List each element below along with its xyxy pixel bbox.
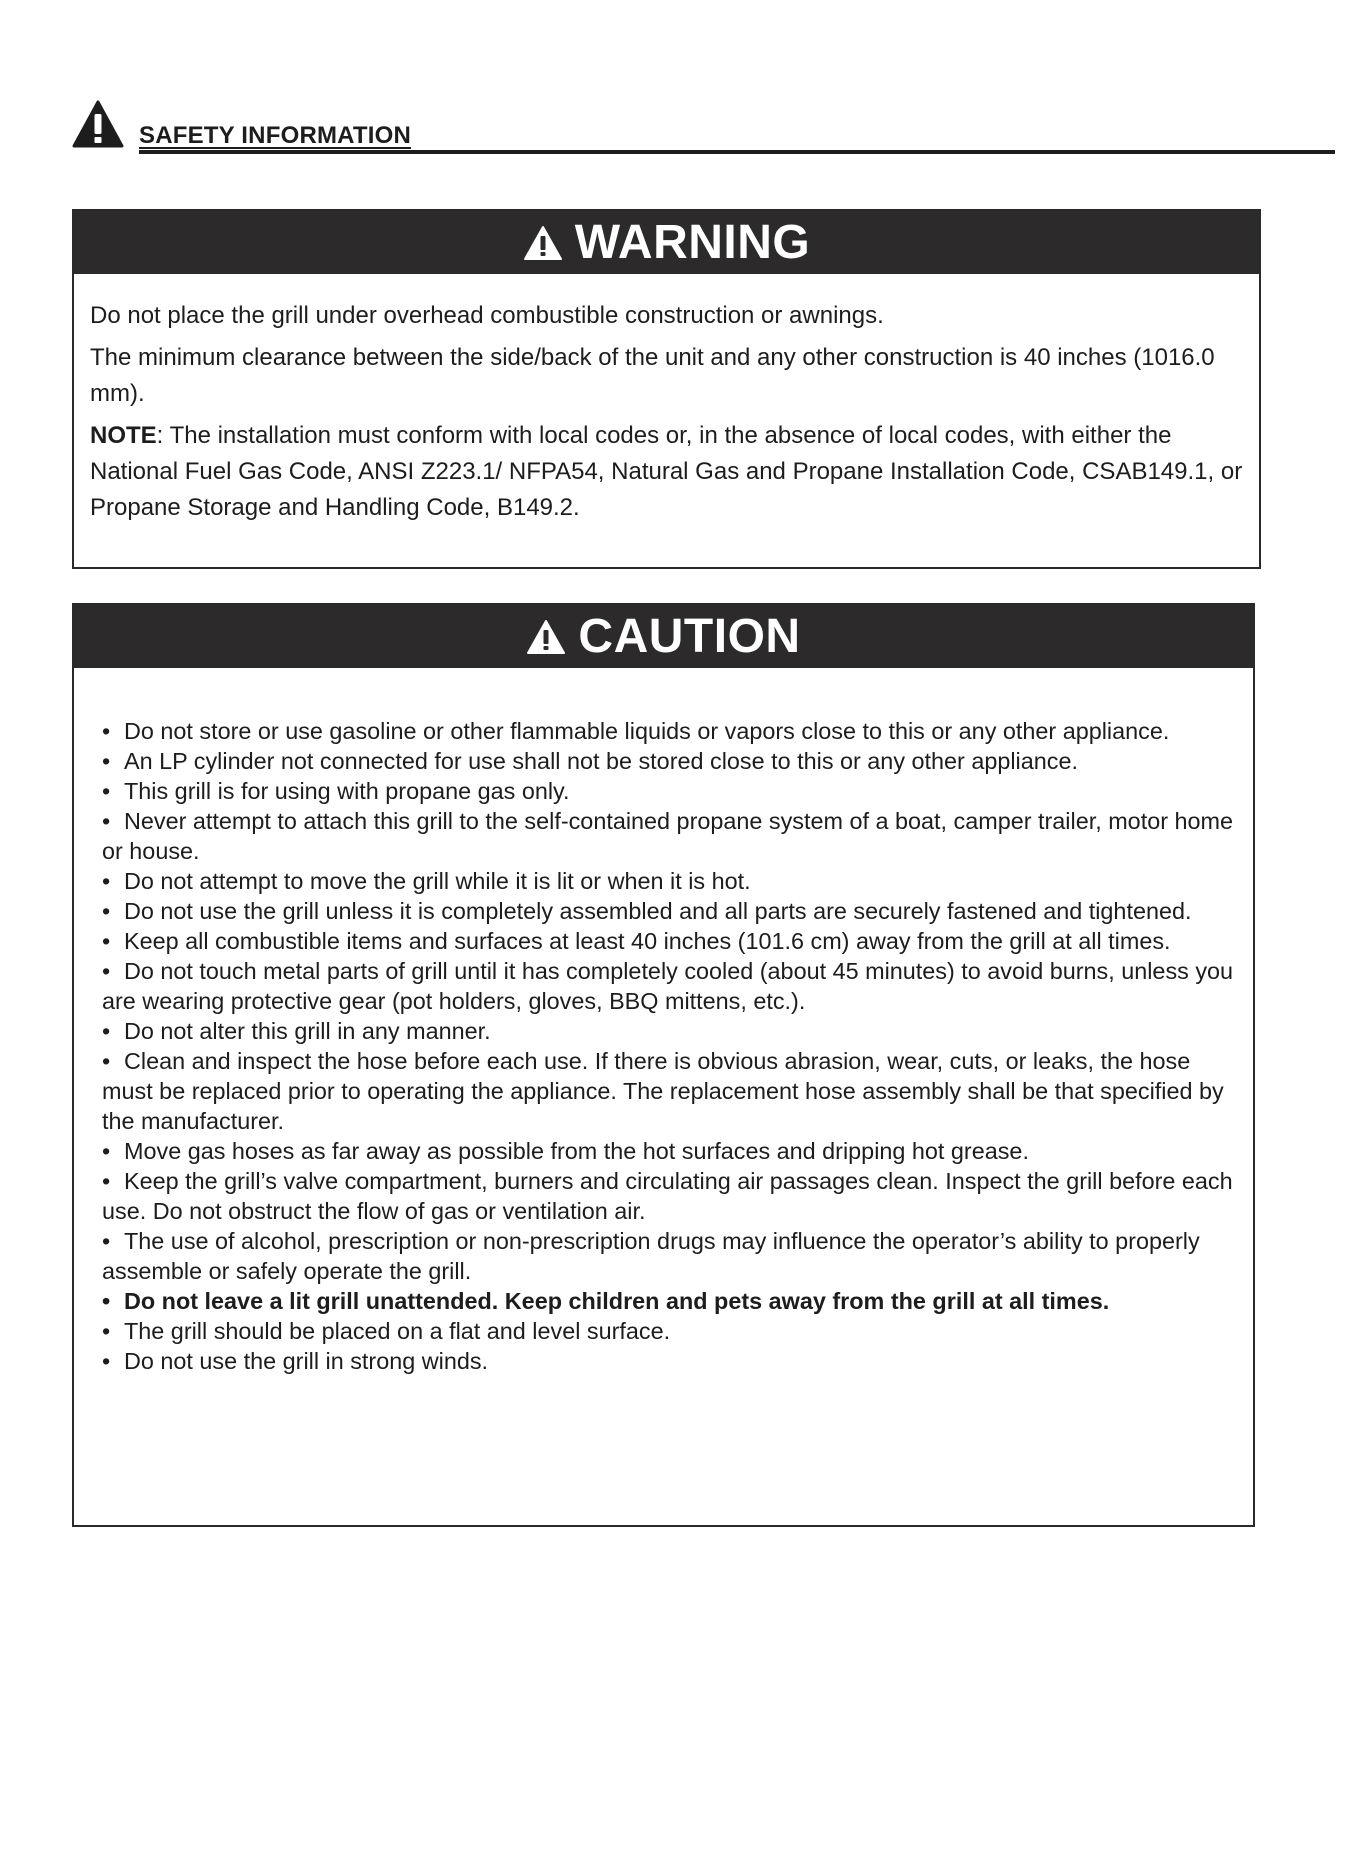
section-title: SAFETY INFORMATION xyxy=(139,122,412,149)
caution-item xyxy=(102,1016,1241,1046)
bullet: • xyxy=(102,1168,111,1194)
caution-item xyxy=(102,1046,1241,1136)
caution-item xyxy=(102,806,1241,866)
note-text: : The installation must conform with local codes or, in the absence of local codes, with either the National Fuel Gas Code, ANSI Z223.1/ NFPA54, Natural Gas and Propane Installation Code, CSAB149.1, or Propane Storage and Handling Code, B149.2. xyxy=(90,422,1243,521)
caution-item-text: Clean and inspect the hose before each use. If there is obvious abrasion, wear, cuts, or leaks, the hose must be replaced prior to operating the appliance. The replacement hose assembly shall be that specified by the manufacturer. xyxy=(102,1048,1224,1134)
warning-body xyxy=(74,274,1259,526)
caution-item-text: Move gas hoses as far away as possible from the hot surfaces and dripping hot grease. xyxy=(124,1138,1029,1164)
caution-item-text: The grill should be placed on a flat and level surface. xyxy=(124,1318,671,1344)
section-header xyxy=(72,100,1264,156)
warning-note xyxy=(90,418,1245,526)
caution-item xyxy=(102,746,1241,776)
caution-item xyxy=(102,866,1241,896)
caution-heading: CAUTION xyxy=(578,610,801,663)
caution-item xyxy=(102,716,1241,746)
caution-item xyxy=(102,926,1241,956)
caution-item xyxy=(102,1346,1241,1376)
caution-item-text: The use of alcohol, prescription or non-prescription drugs may influence the operator’s ability to properly assemble or safely operate the grill. xyxy=(102,1228,1200,1284)
caution-item xyxy=(102,776,1241,806)
caution-item-text: Do not use the grill in strong winds. xyxy=(124,1348,489,1374)
warning-paragraph: The minimum clearance between the side/back of the unit and any other construction is 40 inches (1016.0 mm). xyxy=(90,344,1215,407)
bullet: • xyxy=(102,1138,111,1164)
bullet: • xyxy=(102,958,111,984)
bullet: • xyxy=(102,808,111,834)
warning-triangle-icon xyxy=(526,619,566,655)
caution-item-text: Keep the grill’s valve compartment, burners and circulating air passages clean. Inspect the grill before each use. Do not obstruct the flow of gas or ventilation air. xyxy=(102,1168,1233,1224)
caution-item-emphasized xyxy=(102,1286,1241,1316)
bullet: • xyxy=(102,1018,111,1044)
bullet: • xyxy=(102,1288,111,1314)
caution-item xyxy=(102,956,1241,1016)
caution-item-text: Do not leave a lit grill unattended. Keep children and pets away from the grill at all times. xyxy=(124,1288,1110,1314)
caution-item xyxy=(102,896,1241,926)
caution-item-text: Keep all combustible items and surfaces at least 40 inches (101.6 cm) away from the grill at all times. xyxy=(124,928,1171,954)
warning-triangle-icon xyxy=(523,225,563,261)
caution-item-text: Do not store or use gasoline or other flammable liquids or vapors close to this or any other appliance. xyxy=(124,718,1170,744)
bullet: • xyxy=(102,1048,111,1074)
bullet: • xyxy=(102,1348,111,1374)
header-divider xyxy=(139,150,1335,154)
caution-item-text: Never attempt to attach this grill to the self-contained propane system of a boat, camper trailer, motor home or house. xyxy=(102,808,1233,864)
bullet: • xyxy=(102,1228,111,1254)
bullet: • xyxy=(102,718,111,744)
warning-box xyxy=(72,209,1261,569)
bullet: • xyxy=(102,778,111,804)
bullet: • xyxy=(102,898,111,924)
caution-item xyxy=(102,1166,1241,1226)
bullet: • xyxy=(102,868,111,894)
caution-item-text: An LP cylinder not connected for use shall not be stored close to this or any other appliance. xyxy=(124,748,1078,774)
caution-item xyxy=(102,1226,1241,1286)
caution-item-text: Do not attempt to move the grill while it is lit or when it is hot. xyxy=(124,868,751,894)
caution-item xyxy=(102,1316,1241,1346)
warning-paragraph: Do not place the grill under overhead combustible construction or awnings. xyxy=(90,302,884,329)
caution-item-text: Do not alter this grill in any manner. xyxy=(124,1018,491,1044)
caution-item xyxy=(102,1136,1241,1166)
note-label: NOTE xyxy=(90,422,157,449)
bullet: • xyxy=(102,928,111,954)
caution-item-text: This grill is for using with propane gas only. xyxy=(124,778,570,804)
bullet: • xyxy=(102,1318,111,1344)
caution-list xyxy=(74,668,1253,1376)
bullet: • xyxy=(102,748,111,774)
caution-item-text: Do not touch metal parts of grill until it has completely cooled (about 45 minutes) to avoid burns, unless you are wearing protective gear (pot holders, gloves, BBQ mittens, etc.). xyxy=(102,958,1234,1014)
warning-heading-bar xyxy=(74,211,1259,274)
warning-heading: WARNING xyxy=(574,216,811,269)
caution-box xyxy=(72,603,1255,1527)
caution-heading-bar xyxy=(74,605,1253,668)
caution-item-text: Do not use the grill unless it is completely assembled and all parts are securely fastened and tightened. xyxy=(124,898,1192,924)
warning-triangle-icon xyxy=(72,100,124,148)
